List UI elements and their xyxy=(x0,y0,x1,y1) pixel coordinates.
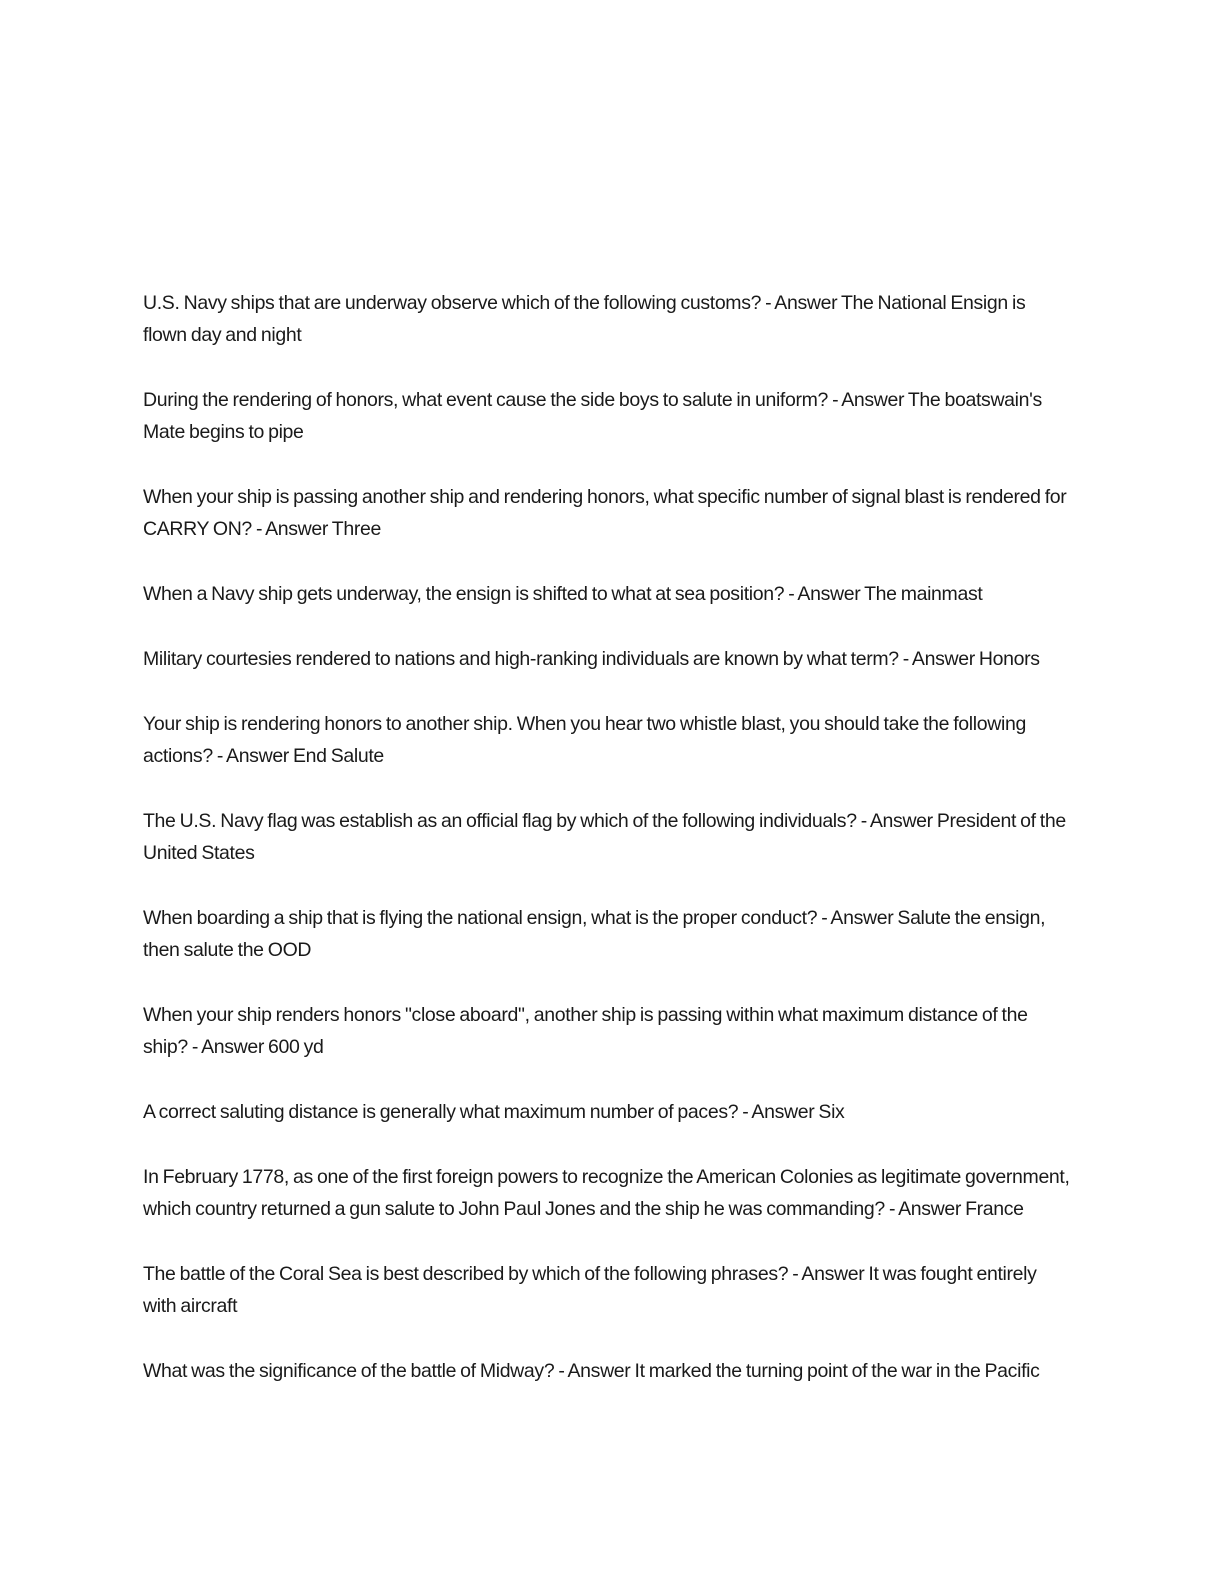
qa-item: During the rendering of honors, what event cause the side boys to salute in uniform? - Answer The boatswain's Mate begins to pipe xyxy=(143,389,1042,444)
qa-item: The battle of the Coral Sea is best described by which of the following phrases? - Answer It was fought entirely with aircraft xyxy=(143,1263,1037,1318)
qa-item: What was the significance of the battle of Midway? - Answer It marked the turning point of the war in the Pacific xyxy=(143,1360,1040,1383)
qa-item: Your ship is rendering honors to another ship. When you hear two whistle blast, you should take the following actions? - Answer End Salute xyxy=(143,712,1026,768)
qa-list xyxy=(143,287,1073,1420)
qa-item: When boarding a ship that is flying the national ensign, what is the proper conduct? - Answer Salute the ensign, then salute the OOD xyxy=(143,907,1046,962)
qa-item: In February 1778, as one of the first foreign powers to recognize the American Colonies as legitimate government, which country returned a gun salute to John Paul Jones and the ship he was commanding? - Answer France xyxy=(143,1166,1070,1221)
qa-item: A correct saluting distance is generally what maximum number of paces? - Answer Six xyxy=(143,1101,845,1124)
qa-item: When your ship is passing another ship and rendering honors, what specific number of signal blast is rendered for CARRY ON? - Answer Three xyxy=(143,486,1067,541)
qa-item: Military courtesies rendered to nations and high-ranking individuals are known by what term? - Answer Honors xyxy=(143,648,1040,671)
qa-item: When a Navy ship gets underway, the ensign is shifted to what at sea position? - Answer The mainmast xyxy=(143,583,983,606)
qa-item: The U.S. Navy flag was establish as an official flag by which of the following individuals? - Answer President of the United States xyxy=(143,809,1066,865)
qa-item: U.S. Navy ships that are underway observe which of the following customs? - Answer The National Ensign is flown day and night xyxy=(143,292,1026,347)
qa-item: When your ship renders honors "close aboard", another ship is passing within what maximum distance of the ship? - Answer 600 yd xyxy=(143,1004,1028,1059)
